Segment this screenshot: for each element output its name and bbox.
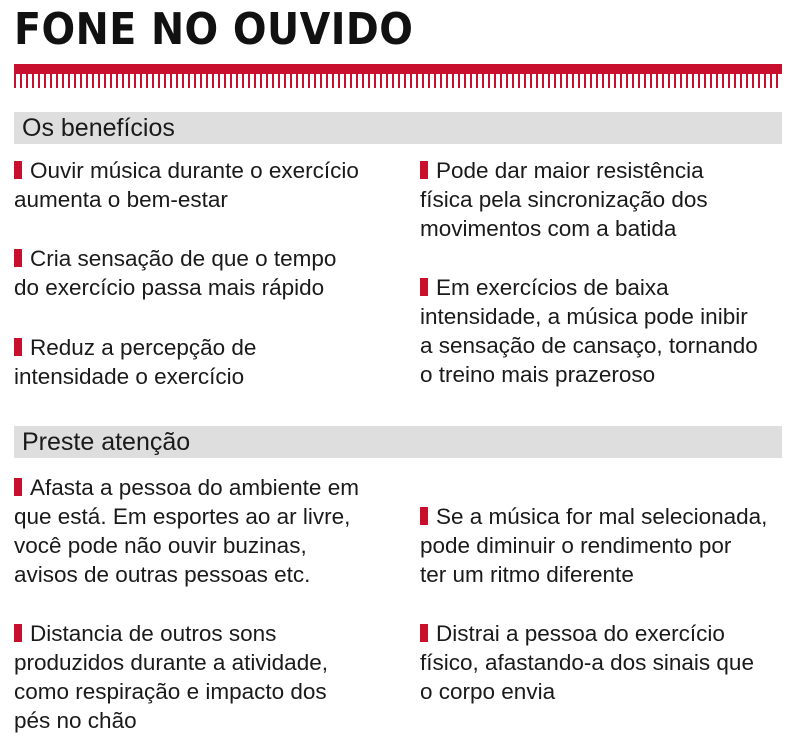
bullet-marker-icon: [420, 161, 428, 179]
section-header-beneficios: Os benefícios: [14, 112, 782, 144]
title-rule-bar: [14, 64, 782, 74]
page-title: FONE NO OUVIDO: [14, 4, 414, 55]
benefit-item: Ouvir música durante o exercício aumenta o bem-estar: [14, 158, 359, 212]
bullet-marker-icon: [420, 507, 428, 525]
benefit-item: Reduz a percepção de intensidade o exercício: [14, 335, 257, 389]
bullet-marker-icon: [14, 338, 22, 356]
benefit-item: Pode dar maior resistência física pela sincronização dos movimentos com a batida: [420, 158, 708, 241]
title-rule-ticks: [14, 74, 782, 88]
benefit-item: Em exercícios de baixa intensidade, a música pode inibir a sensação de cansaço, tornando o treino mais prazeroso: [420, 275, 758, 387]
warning-item: Distancia de outros sons produzidos durante a atividade, como respiração e impacto dos pés no chão: [14, 621, 328, 733]
benefit-item: Cria sensação de que o tempo do exercício passa mais rápido: [14, 246, 337, 300]
bullet-marker-icon: [420, 278, 428, 296]
warning-item: Distrai a pessoa do exercício físico, afastando-a dos sinais que o corpo envia: [420, 621, 754, 704]
warning-item: Afasta a pessoa do ambiente em que está. Em esportes ao ar livre, você pode não ouvir buzinas, avisos de outras pessoas etc.: [14, 475, 359, 587]
warning-item: Se a música for mal selecionada, pode diminuir o rendimento por ter um ritmo diferente: [420, 504, 768, 587]
bullet-marker-icon: [14, 161, 22, 179]
bullet-marker-icon: [14, 249, 22, 267]
bullet-marker-icon: [420, 624, 428, 642]
bullet-marker-icon: [14, 624, 22, 642]
section-header-preste-atencao: Preste atenção: [14, 426, 782, 458]
bullet-marker-icon: [14, 478, 22, 496]
